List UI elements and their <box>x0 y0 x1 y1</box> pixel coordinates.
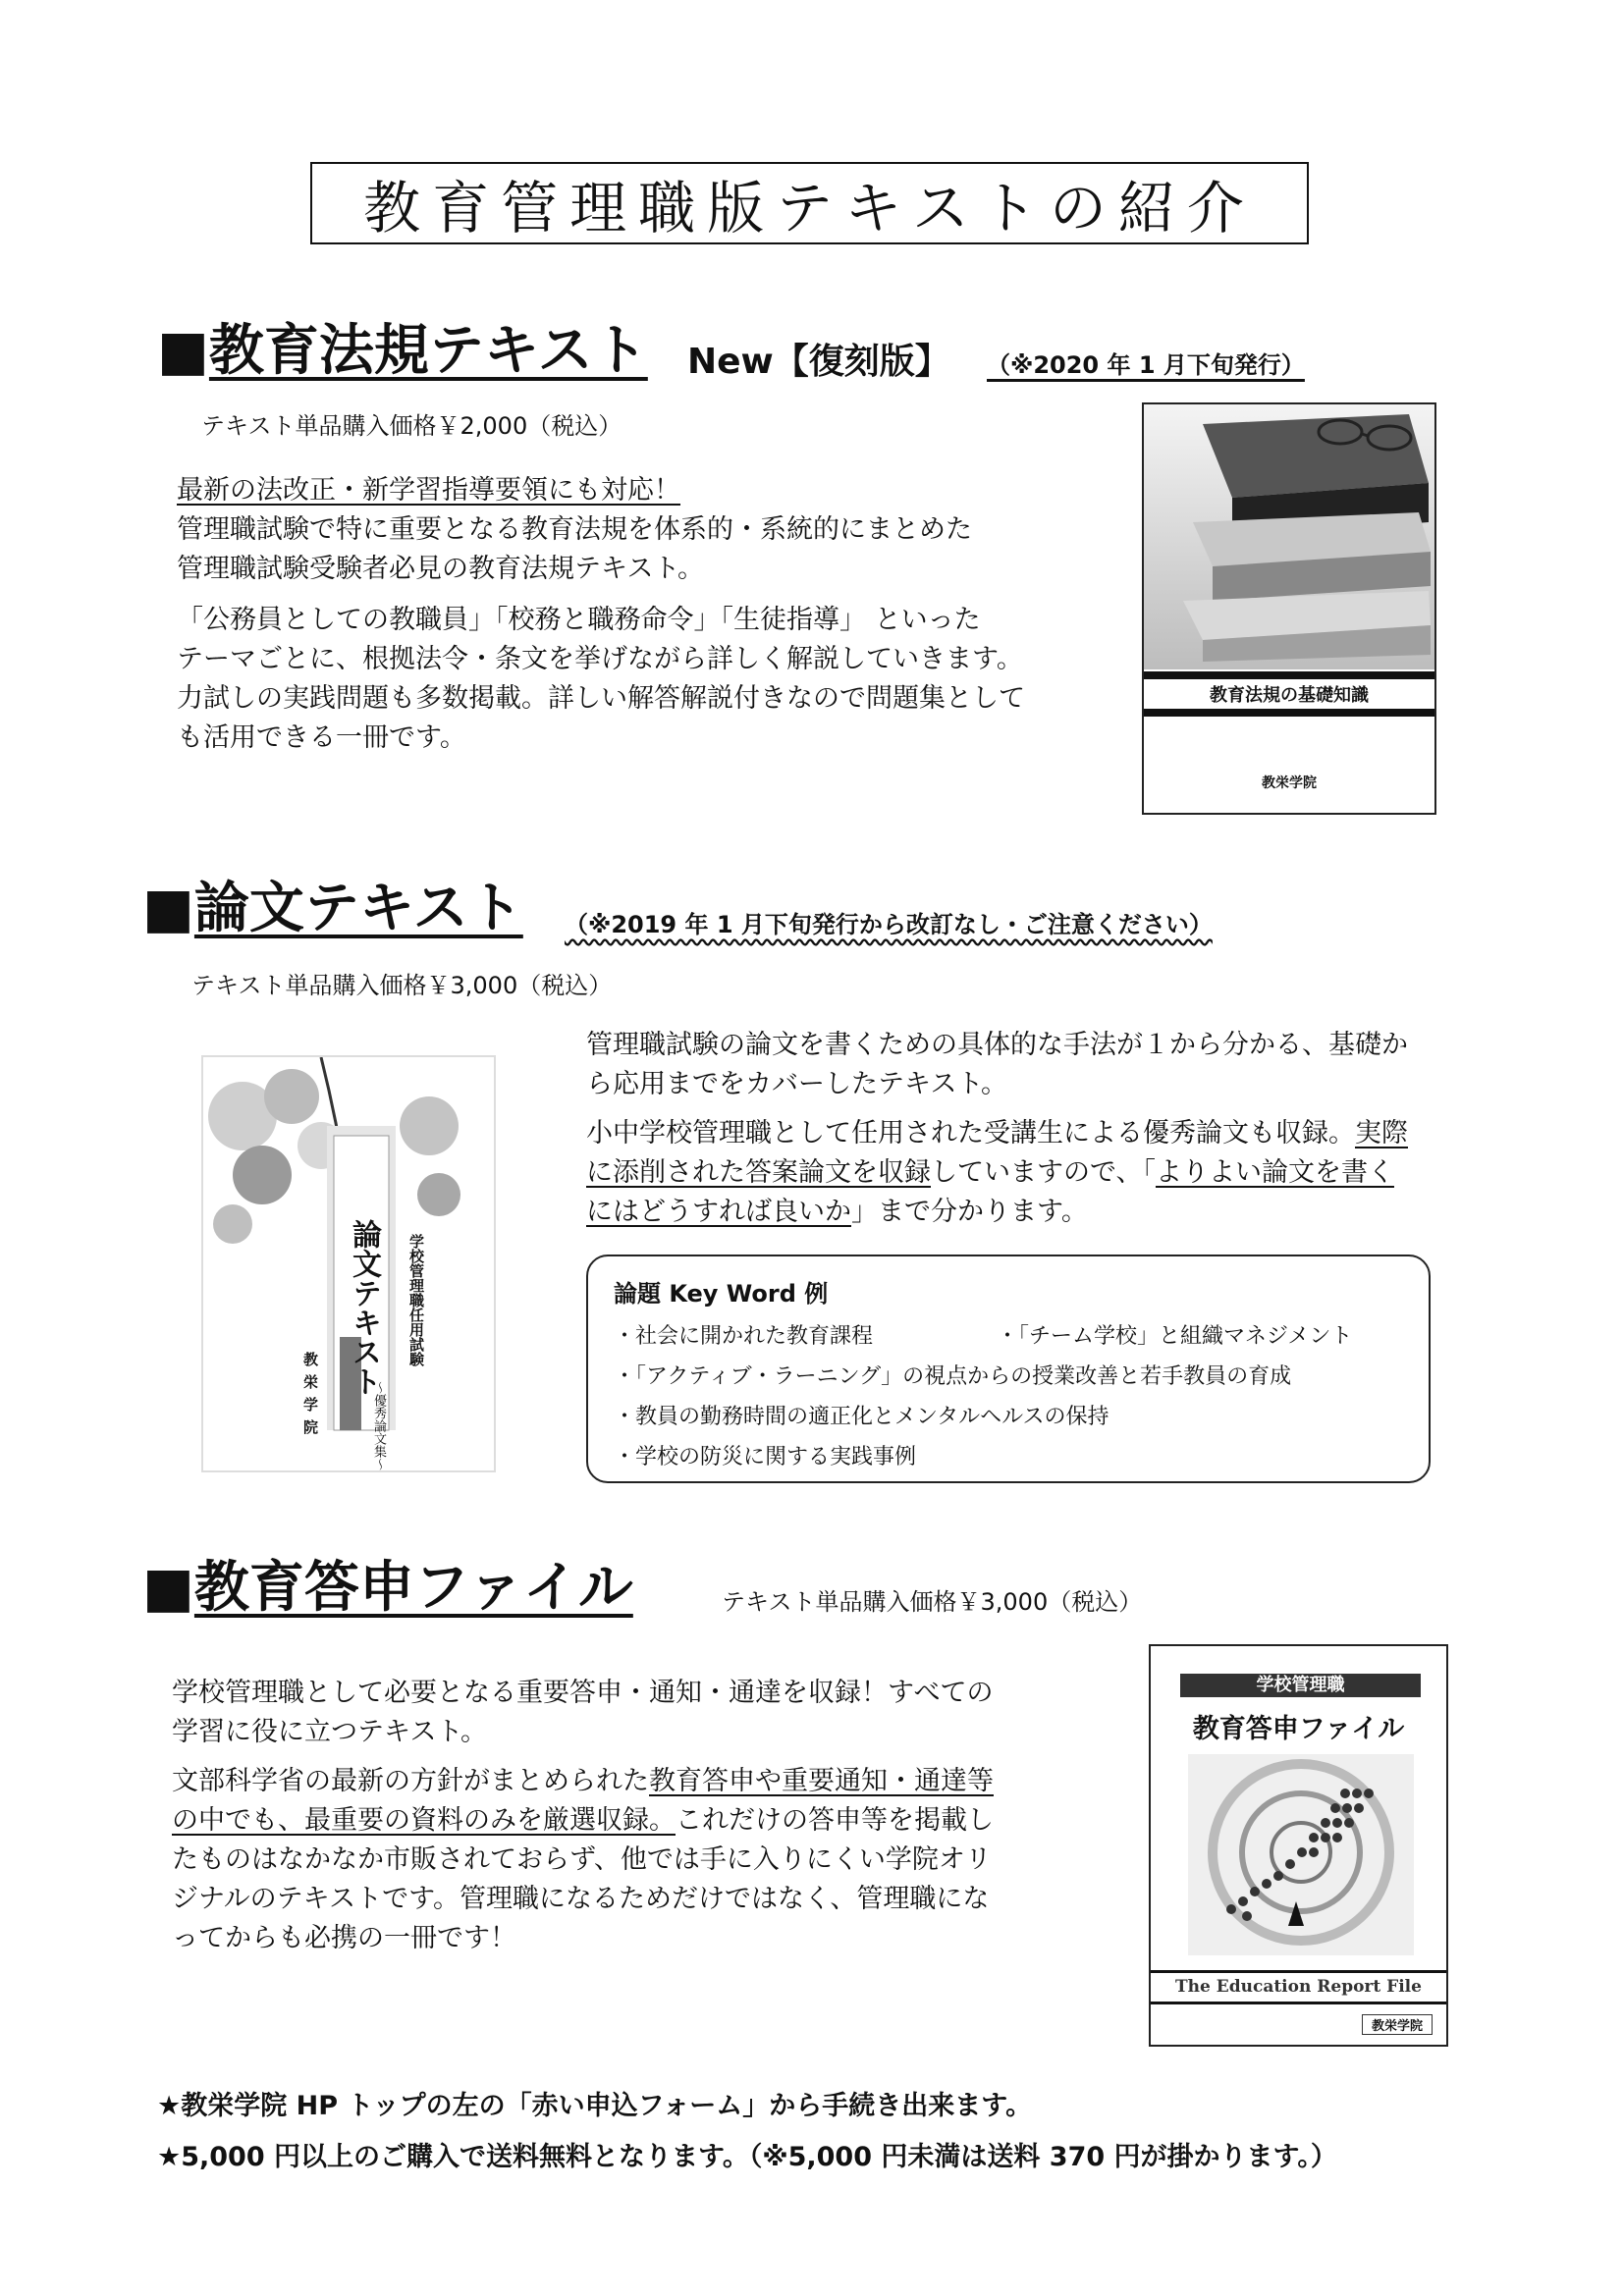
cover3-map-illustration <box>1188 1754 1414 1955</box>
keyword-title: 論題 Key Word 例 <box>614 1280 829 1308</box>
section1-description <box>177 471 1119 768</box>
section2-para1-line1: 管理職試験の論文を書くための具体的な手法が１から分かる、基礎か <box>586 1030 1408 1060</box>
section2-description <box>586 1026 1489 1242</box>
cover3-title: 教育答申ファイル <box>1192 1714 1405 1744</box>
cover2-publisher: 教栄学院 <box>301 1352 319 1442</box>
section1-para2-line3: 力試しの実践問題も多数掲載。詳しい解答解説付きなので問題集として <box>177 683 1025 714</box>
section2-release-note: （※2019 年 1 月下旬発行から改訂なし・ご注意ください） <box>565 911 1213 938</box>
keyword-item: ・「チーム学校」と組織マネジメント <box>997 1324 1353 1349</box>
section1-release-note: （※2020 年 1 月下旬発行） <box>987 351 1305 379</box>
cover3-series: 学校管理職 <box>1180 1674 1421 1697</box>
section1-para2-line4: も活用できる一冊です。 <box>177 722 466 753</box>
section1-para1-line2: 管理職試験受験者必見の教育法規テキスト。 <box>177 554 705 584</box>
keyword-box <box>586 1255 1431 1483</box>
section3-price: テキスト単品購入価格￥3,000（税込） <box>722 1588 1143 1616</box>
cover3-publisher: 教栄学院 <box>1362 2014 1433 2035</box>
page-title: 教育管理職版テキストの紹介 <box>310 162 1309 244</box>
cover3-en-title: The Education Report File <box>1175 1977 1422 1997</box>
cover2-series: 学校管理職任用試験 <box>407 1234 425 1366</box>
footer-line1: ★教栄学院 HP トップの左の「赤い申込フォーム」から手続き出来ます。 <box>157 2091 1033 2121</box>
keyword-item: ・「アクティブ・ラーニング」の視点からの授業改善と若手教員の育成 <box>614 1364 1292 1389</box>
cover3-rule-bottom <box>1151 2002 1446 2004</box>
book-cover-toshin <box>1149 1644 1448 2047</box>
section3-para1-line2: 学習に役に立つテキスト。 <box>172 1717 488 1747</box>
section2-para2-line3-u: にはどうすれば良いか <box>586 1197 851 1227</box>
section1-lead: 最新の法改正・新学習指導要領にも対応！ <box>177 475 680 506</box>
section1-price: テキスト単品購入価格￥2,000（税込） <box>201 412 622 440</box>
section1-heading <box>157 319 648 383</box>
section2-para2-b: 実際 <box>1355 1118 1408 1148</box>
section2-para2-line3-rest: 」まで分かります。 <box>851 1197 1088 1227</box>
section2-price: テキスト単品購入価格￥3,000（税込） <box>191 972 613 999</box>
section1-marker: ■ <box>157 319 209 383</box>
section2-para2-line2-u2: よりよい論文を書く <box>1155 1157 1394 1188</box>
section3-para2-line4: ジナルのテキストです。管理職になるためだけではなく、管理職にな <box>172 1884 990 1914</box>
section1-title: 教育法規テキスト <box>208 319 648 383</box>
section3-para2-line1-a: 文部科学省の最新の方針がまとめられた <box>172 1766 649 1796</box>
section2-para2-a: 小中学校管理職として任用された受講生による優秀論文も収録。 <box>586 1118 1355 1148</box>
keyword-row <box>614 1316 1403 1357</box>
section3-para2-line2-rest: これだけの答申等を掲載し <box>676 1805 994 1836</box>
section2-para2-line2-rest: していますので、「 <box>931 1157 1156 1188</box>
footer-line2: ★5,000 円以上のご購入で送料無料となります。（※5,000 円未満は送料 370 円が掛かります。） <box>157 2142 1337 2172</box>
cover-books-illustration <box>1144 404 1434 813</box>
cover1-title: 教育法規の基礎知識 <box>1210 685 1369 706</box>
cover2-title: 論文テキスト <box>347 1219 381 1396</box>
section3-para1-line1: 学校管理職として必要となる重要答申・通知・通達を収録！すべての <box>172 1678 994 1708</box>
keyword-item: ・教員の勤務時間の適正化とメンタルヘルスの保持 <box>614 1405 1109 1429</box>
section1-para2-line2: テーマごとに、根拠法令・条文を挙げながら詳しく解説していきます。 <box>177 644 1023 674</box>
cover3-rule-top <box>1151 1970 1446 1973</box>
cover2-subtitle: 〜優秀論文集〜 <box>371 1381 386 1470</box>
section3-para2-line1-u: 教育答申や重要通知・通達等 <box>649 1766 994 1796</box>
section3-para2-line2-u: の中でも、最重要の資料のみを厳選収録。 <box>172 1805 676 1836</box>
section2-title: 論文テキスト <box>193 877 523 940</box>
section2-para2-line2-u: に添削された答案論文を収録 <box>586 1157 931 1188</box>
section3-marker: ■ <box>142 1556 194 1620</box>
book-cover-hoki <box>1142 402 1436 815</box>
section2-heading <box>142 877 523 940</box>
section3-para2-line3: たものはなかなか市販されておらず、他では手に入りにくい学院オリ <box>172 1844 992 1875</box>
section2-para1-line2: ら応用までをカバーしたテキスト。 <box>586 1069 1008 1099</box>
keyword-item: ・社会に開かれた教育課程 <box>614 1324 874 1349</box>
section3-para2-line5: ってからも必携の一冊です！ <box>172 1923 516 1953</box>
keyword-item: ・学校の防災に関する実践事例 <box>614 1445 917 1469</box>
section3-heading <box>142 1556 633 1620</box>
section3-description <box>172 1674 1075 1968</box>
section1-new-label: New【復刻版】 <box>687 342 950 382</box>
section3-title: 教育答申ファイル <box>193 1556 633 1620</box>
cover1-publisher: 教栄学院 <box>1262 775 1317 791</box>
book-cover-ronbun <box>201 1055 496 1472</box>
section2-marker: ■ <box>142 877 194 940</box>
section1-para1-line1: 管理職試験で特に重要となる教育法規を体系的・系統的にまとめた <box>177 514 972 545</box>
section1-para2-line1: 「公務員としての教職員」「校務と職務命令」「生徒指導」 といった <box>177 605 981 635</box>
